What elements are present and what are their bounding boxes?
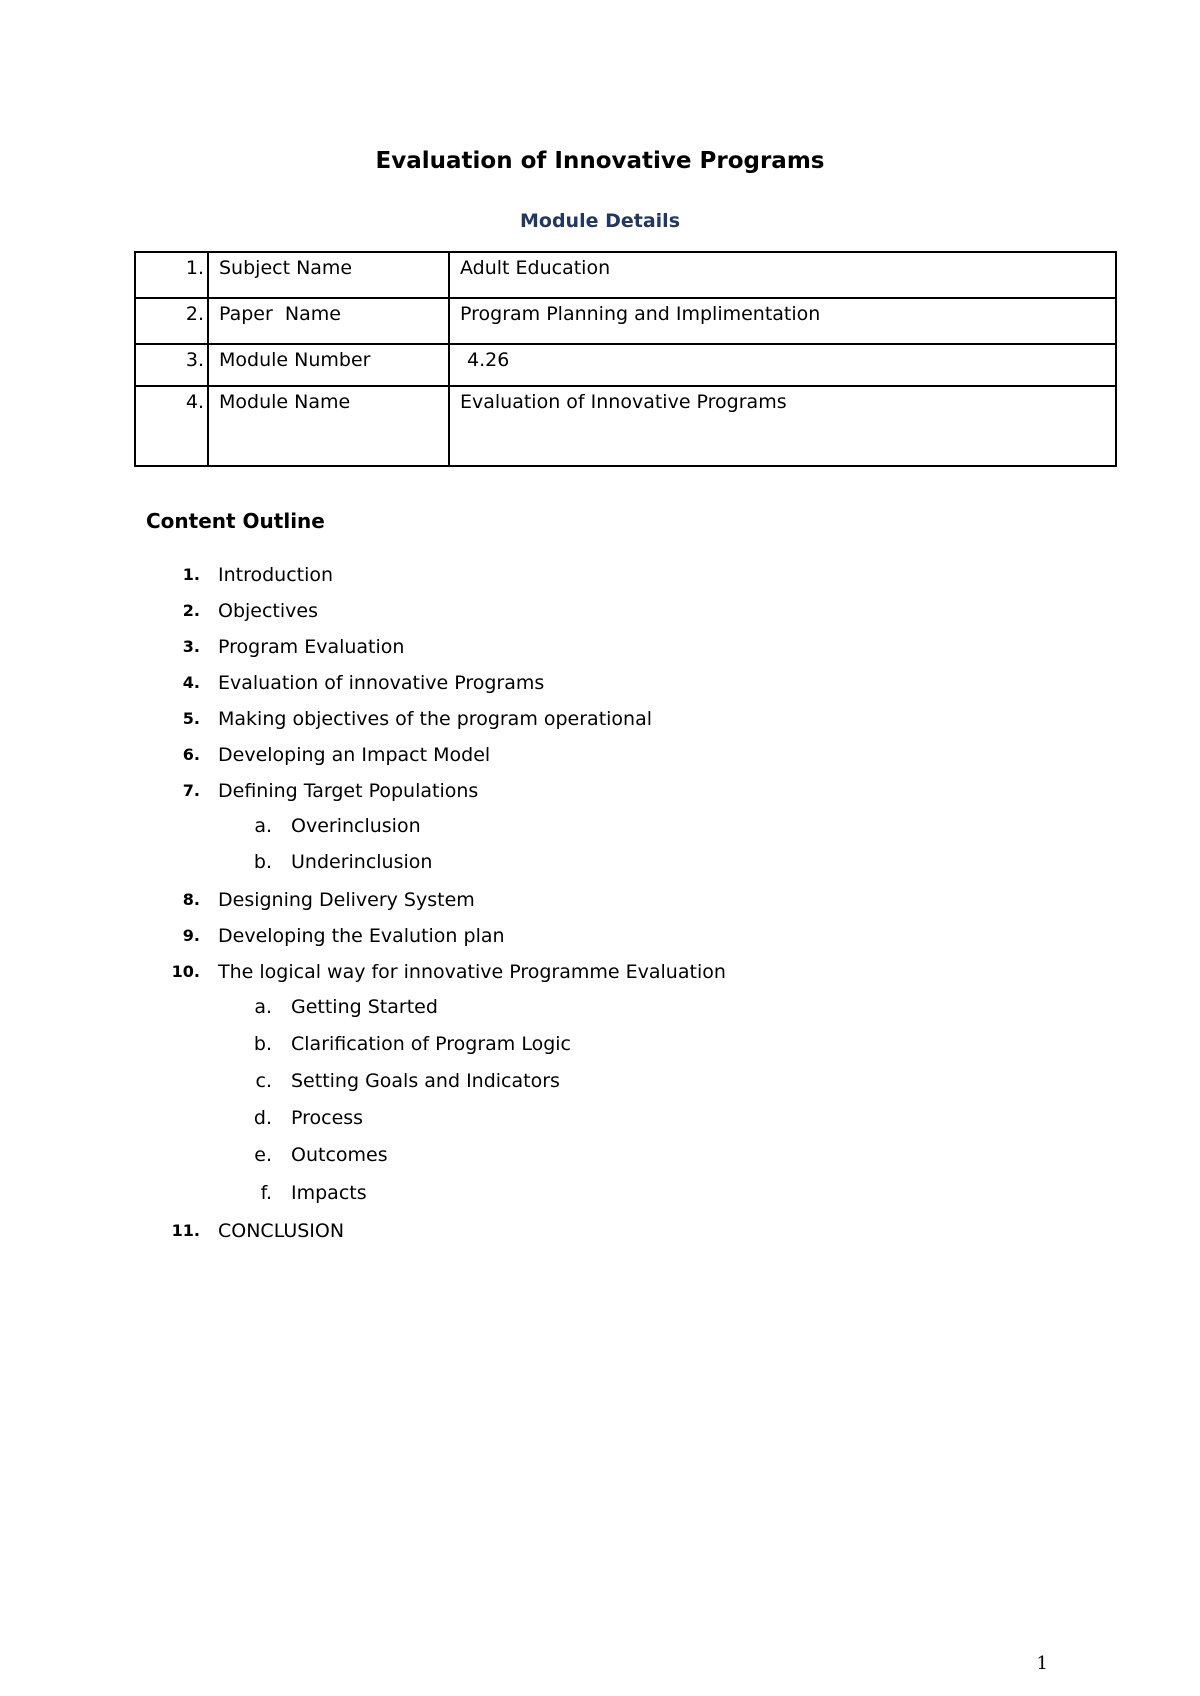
list-marker: 1.: [182, 565, 200, 584]
list-marker: 3.: [182, 637, 200, 656]
table-row: [135, 252, 1116, 298]
row-number: 1.: [135, 252, 208, 298]
list-marker: 4.: [182, 673, 200, 692]
content-outline-heading: Content Outline: [146, 509, 325, 533]
list-subitem: [0, 1178, 1200, 1208]
field-value: 4.26: [449, 344, 1116, 386]
list-marker: d.: [253, 1107, 272, 1129]
list-item: [0, 560, 1200, 590]
list-item-label: Developing an Impact Model: [218, 744, 491, 766]
field-value: Evaluation of Innovative Programs: [449, 386, 1116, 466]
list-item-label: Process: [291, 1107, 364, 1129]
table-row: [135, 386, 1116, 466]
document-title: Evaluation of Innovative Programs: [375, 148, 825, 174]
list-item-label: The logical way for innovative Programme Evaluation: [218, 961, 726, 983]
list-marker: 8.: [182, 890, 200, 909]
list-marker: 5.: [182, 709, 200, 728]
list-item-label: Outcomes: [291, 1144, 388, 1166]
list-marker: f.: [260, 1182, 272, 1204]
list-item-label: Developing the Evalution plan: [218, 925, 505, 947]
list-marker: a.: [254, 996, 272, 1018]
module-details-heading: Module Details: [520, 210, 680, 232]
list-item: [0, 1216, 1200, 1246]
list-item-label: Setting Goals and Indicators: [291, 1070, 560, 1092]
list-item-label: Designing Delivery System: [218, 889, 475, 911]
list-item-label: Program Evaluation: [218, 636, 405, 658]
list-item-label: Getting Started: [291, 996, 438, 1018]
list-item: [0, 668, 1200, 698]
row-number: 2.: [135, 298, 208, 344]
list-subitem: [0, 1103, 1200, 1133]
list-subitem: [0, 1140, 1200, 1170]
field-name: Subject Name: [208, 252, 449, 298]
list-subitem: [0, 811, 1200, 841]
field-name: Module Number: [208, 344, 449, 386]
list-item-label: Impacts: [291, 1182, 367, 1204]
table-row: [135, 298, 1116, 344]
list-item: [0, 704, 1200, 734]
field-name: Module Name: [208, 386, 449, 466]
list-item: [0, 596, 1200, 626]
list-subitem: [0, 1066, 1200, 1096]
list-subitem: [0, 847, 1200, 877]
list-item: [0, 632, 1200, 662]
row-number: 3.: [135, 344, 208, 386]
list-marker: a.: [254, 815, 272, 837]
list-marker: b.: [253, 851, 272, 873]
list-marker: 9.: [182, 926, 200, 945]
module-details-table: [134, 251, 1117, 467]
list-marker: 2.: [182, 601, 200, 620]
list-marker: b.: [253, 1033, 272, 1055]
list-marker: c.: [255, 1070, 272, 1092]
list-subitem: [0, 992, 1200, 1022]
list-item-label: Clarification of Program Logic: [291, 1033, 571, 1055]
list-item: [0, 921, 1200, 951]
list-item-label: Underinclusion: [291, 851, 433, 873]
list-subitem: [0, 1029, 1200, 1059]
table-row: [135, 344, 1116, 386]
list-item-label: Making objectives of the program operational: [218, 708, 653, 730]
list-marker: 7.: [182, 781, 200, 800]
list-item-label: Evaluation of innovative Programs: [218, 672, 545, 694]
field-value: Program Planning and Implimentation: [449, 298, 1116, 344]
list-item: [0, 957, 1200, 987]
field-value: Adult Education: [449, 252, 1116, 298]
list-marker: 10.: [171, 962, 200, 981]
list-marker: e.: [254, 1144, 272, 1166]
list-item: [0, 740, 1200, 770]
list-item-label: Objectives: [218, 600, 318, 622]
list-item-label: CONCLUSION: [218, 1220, 345, 1242]
field-name: Paper Name: [208, 298, 449, 344]
list-marker: 6.: [182, 745, 200, 764]
list-marker: 11.: [171, 1221, 200, 1240]
list-item: [0, 885, 1200, 915]
list-item-label: Overinclusion: [291, 815, 421, 837]
list-item: [0, 776, 1200, 806]
list-item-label: Introduction: [218, 564, 334, 586]
page-number: 1: [1036, 1653, 1048, 1674]
row-number: 4.: [135, 386, 208, 466]
list-item-label: Defining Target Populations: [218, 780, 479, 802]
